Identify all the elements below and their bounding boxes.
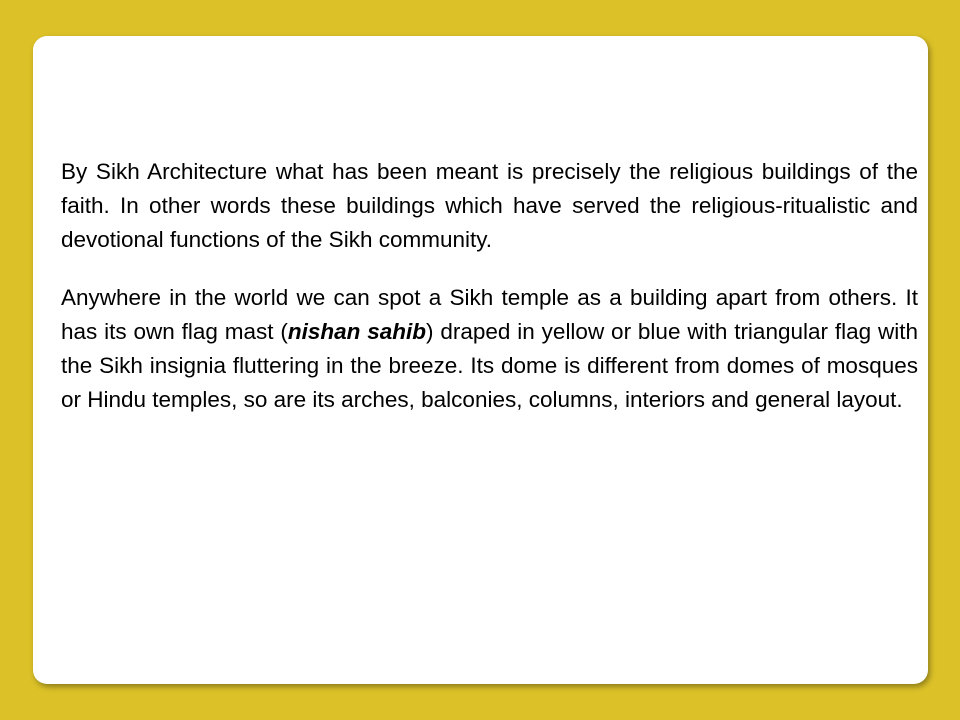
nishan-sahib-term: nishan sahib: [287, 319, 427, 344]
paragraph-2-start: Anywhere in the world we can spot a Sikh temple as a building apart from others. It has its own flag mast (: [61, 285, 918, 344]
paragraph-sikh-architecture: By Sikh Architecture what has been meant is precisely the religious buildings of the faith. In other words these buildings which have served the religious-ritualistic and devotional functions of the Sikh community.: [61, 159, 918, 252]
paragraph-sikh-temple: [61, 281, 918, 417]
slide-body: [61, 155, 918, 417]
paragraph-2-end: ) draped in yellow or blue with triangular flag with the Sikh insignia fluttering in the breeze. Its dome is different from domes of mosques or Hindu temples, so are its arches, balconies, columns, interiors and general layout.: [61, 319, 919, 412]
